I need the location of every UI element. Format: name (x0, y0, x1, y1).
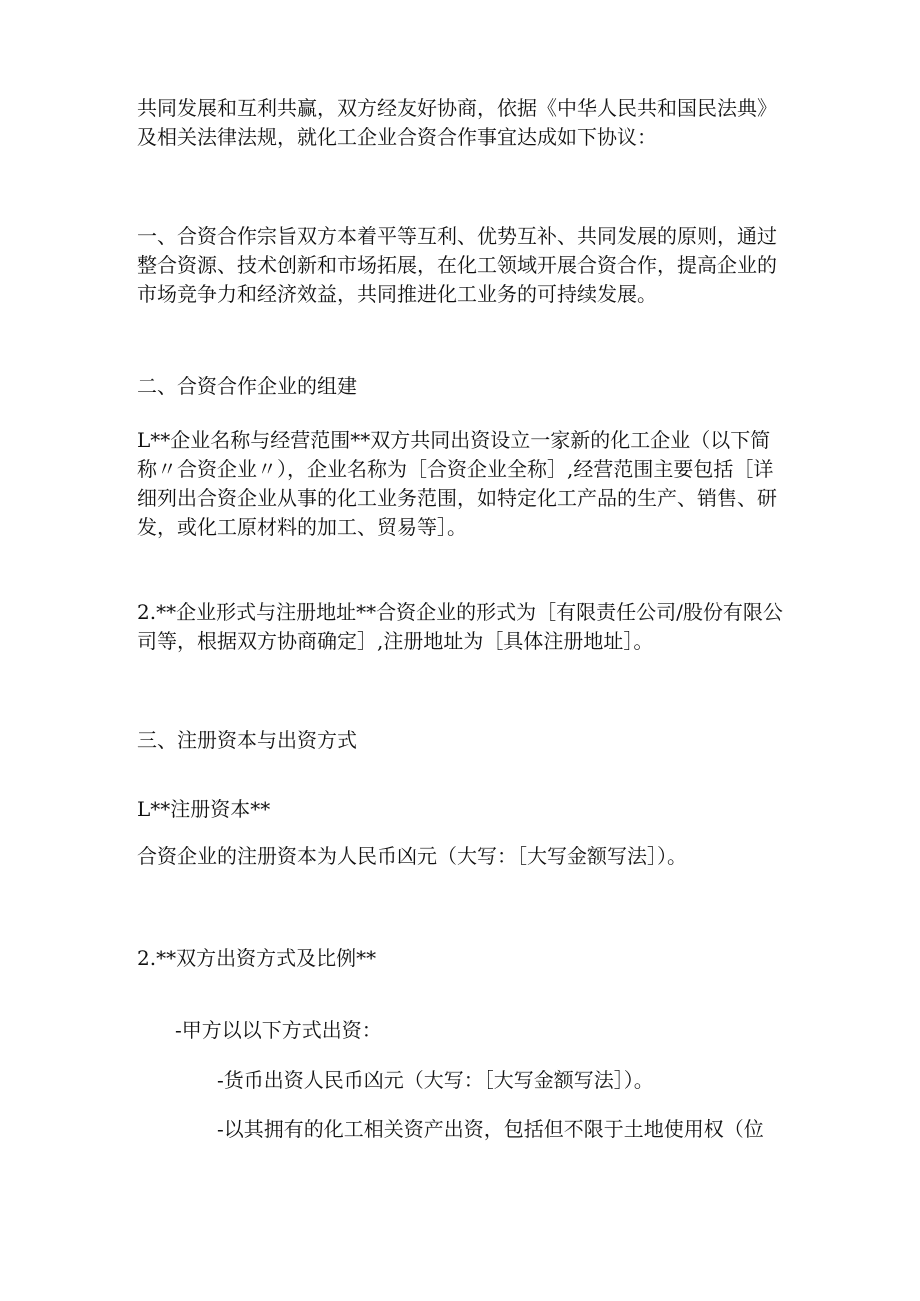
section-3-heading: 三、注册资本与出资方式 (137, 728, 357, 752)
clause-3-2-heading: 2.**双方出资方式及比例** (137, 946, 377, 970)
clause-3-1-heading: L**注册资本** (137, 797, 271, 821)
cash-contribution-item: -货币出资人民币凶元（大写：［大写金额写法］）。 (217, 1068, 654, 1092)
registered-capital-paragraph: 合资企业的注册资本为人民币凶元（大写：［大写金额写法］）。 (137, 844, 687, 868)
intro-paragraph: 共同发展和互利共赢，双方经友好协商，依据《中华人民共和国民法典》及相关法律法规，就化工企业合资合作事宜达成如下协议： (137, 96, 777, 149)
asset-contribution-item: -以其拥有的化工相关资产出资，包括但不限于土地使用权（位 (217, 1117, 764, 1141)
section-2-heading: 二、合资合作企业的组建 (137, 374, 357, 398)
clause-2-1-paragraph: L**企业名称与经营范围**双方共同出资设立一家新的化工企业（以下简称〃合资企业〃），企业名称为［合资企业全称］,经营范围主要包括［详细列出合资企业从事的化工业务范围，如特定化工产品的生产、销售、研发，或化工原材料的加工、贸易等］。 (137, 428, 777, 539)
party-a-contribution-item: -甲方以以下方式出资： (175, 1018, 382, 1042)
section-1-paragraph: 一、合资合作宗旨双方本着平等互利、优势互补、共同发展的原则，通过整合资源、技术创新和市场拓展，在化工领域开展合资合作，提高企业的市场竞争力和经济效益，共同推进化工业务的可持续发展。 (137, 224, 777, 306)
clause-2-2-paragraph: 2.**企业形式与注册地址**合资企业的形式为［有限责任公司/股份有限公司等，根据双方协商确定］,注册地址为［具体注册地址］。 (137, 600, 783, 653)
